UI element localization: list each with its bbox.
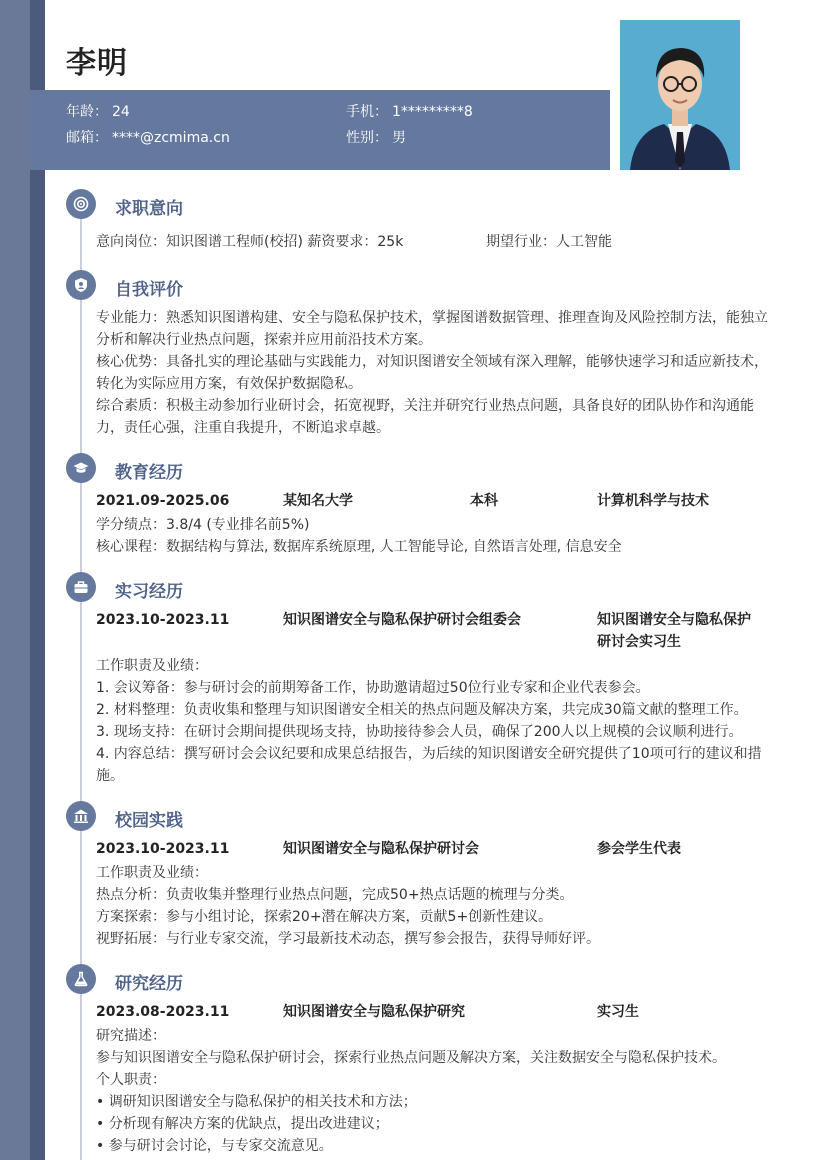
list-item: 2. 材料整理：负责收集和整理与知识图谱安全相关的热点问题及解决方案，共完成30篇文献的整理工作。 — [96, 702, 748, 718]
section-title-internship: 实习经历 — [115, 582, 183, 602]
section-title-objective: 求职意向 — [115, 199, 183, 219]
target-icon — [66, 189, 96, 219]
profile-photo — [620, 20, 740, 170]
education-degree: 本科 — [470, 493, 498, 509]
self-eval-text — [96, 307, 768, 439]
internship-org: 知识图谱安全与隐私保护研讨会组委会 — [283, 612, 521, 628]
phone-info: 手机： 1*********8 — [346, 104, 473, 120]
objective-industry: 期望行业：人工智能 — [486, 234, 612, 250]
list-item: • 调研知识图谱安全与隐私保护的相关技术和方法； — [96, 1094, 417, 1110]
age-info: 年龄： 24 — [66, 104, 130, 120]
research-desc-label: 研究描述： — [96, 1028, 166, 1044]
building-icon — [66, 801, 96, 831]
list-item: 1. 会议筹备：参与研讨会的前期筹备工作，协助邀请超过50位行业专家和企业代表参会。 — [96, 680, 650, 696]
candidate-name: 李明 — [66, 46, 128, 81]
timeline-line — [80, 204, 82, 1160]
internship-duty-label: 工作职责及业绩： — [96, 658, 208, 674]
section-title-research: 研究经历 — [115, 974, 183, 994]
list-item: 3. 现场支持：在研讨会期间提供现场支持，协助接待参会人员，确保了200人以上规模的会议顺利进行。 — [96, 724, 743, 740]
list-item: 热点分析：负责收集并整理行业热点问题，完成50+热点话题的梳理与分类。 — [96, 887, 574, 903]
list-item: • 参与研讨会讨论，与专家交流意见。 — [96, 1138, 333, 1154]
research-details — [96, 1025, 768, 1157]
education-major: 计算机科学与技术 — [597, 493, 709, 509]
section-title-education: 教育经历 — [115, 463, 183, 483]
campus-org: 知识图谱安全与隐私保护研讨会 — [283, 841, 479, 857]
sidebar-stripe-dark — [30, 0, 45, 1160]
research-project: 知识图谱安全与隐私保护研究 — [283, 1004, 465, 1020]
user-badge-icon — [66, 270, 96, 300]
education-school: 某知名大学 — [283, 493, 353, 509]
internship-details — [96, 655, 768, 787]
list-item: • 分析现有解决方案的优缺点，提出改进建议； — [96, 1116, 389, 1132]
self-eval-p3: 综合素质：积极主动参加行业研讨会，拓宽视野，关注并研究行业热点问题，具备良好的团队协作和沟通能力，责任心强，注重自我提升，不断追求卓越。 — [96, 398, 754, 436]
campus-role: 参会学生代表 — [597, 841, 681, 857]
research-duty-label: 个人职责： — [96, 1072, 166, 1088]
education-gpa: 学分绩点：3.8/4 (专业排名前5%) — [96, 517, 310, 533]
graduation-cap-icon — [66, 453, 96, 483]
internship-date: 2023.10-2023.11 — [96, 612, 230, 628]
briefcase-icon — [66, 572, 96, 602]
research-desc: 参与知识图谱安全与隐私保护研讨会，探索行业热点问题及解决方案，关注数据安全与隐私保护技术。 — [96, 1050, 726, 1066]
campus-date: 2023.10-2023.11 — [96, 841, 230, 857]
list-item: 视野拓展：与行业专家交流，学习最新技术动态，撰写参会报告，获得导师好评。 — [96, 931, 600, 947]
list-item: 方案探索：参与小组讨论，探索20+潜在解决方案，贡献5+创新性建议。 — [96, 909, 553, 925]
education-details — [96, 514, 768, 558]
research-date: 2023.08-2023.11 — [96, 1004, 230, 1020]
education-courses: 核心课程：数据结构与算法, 数据库系统原理, 人工智能导论, 自然语言处理, 信息安全 — [96, 539, 622, 555]
section-title-campus: 校园实践 — [115, 811, 183, 831]
sidebar-stripe — [0, 0, 30, 1160]
internship-role: 知识图谱安全与隐私保护研讨会实习生 — [597, 612, 751, 650]
education-date: 2021.09-2025.06 — [96, 493, 230, 509]
list-item: 4. 内容总结：撰写研讨会会议纪要和成果总结报告，为后续的知识图谱安全研究提供了10项可行的建议和措施。 — [96, 746, 762, 784]
email-info: 邮箱： ****@zcmima.cn — [66, 130, 230, 146]
campus-details — [96, 862, 768, 950]
research-role: 实习生 — [597, 1004, 639, 1020]
gender-info: 性别： 男 — [346, 130, 406, 146]
campus-duty-label: 工作职责及业绩： — [96, 865, 208, 881]
self-eval-p2: 核心优势：具备扎实的理论基础与实践能力，对知识图谱安全领域有深入理解，能够快速学习和适应新技术，转化为实际应用方案，有效保护数据隐私。 — [96, 354, 768, 392]
objective-position: 意向岗位：知识图谱工程师(校招) 薪资要求：25k — [96, 234, 404, 250]
section-title-self-eval: 自我评价 — [115, 280, 183, 300]
flask-icon — [66, 964, 96, 994]
self-eval-p1: 专业能力：熟悉知识图谱构建、安全与隐私保护技术，掌握图谱数据管理、推理查询及风险控制方法，能独立分析和解决行业热点问题，探索并应用前沿技术方案。 — [96, 310, 768, 348]
